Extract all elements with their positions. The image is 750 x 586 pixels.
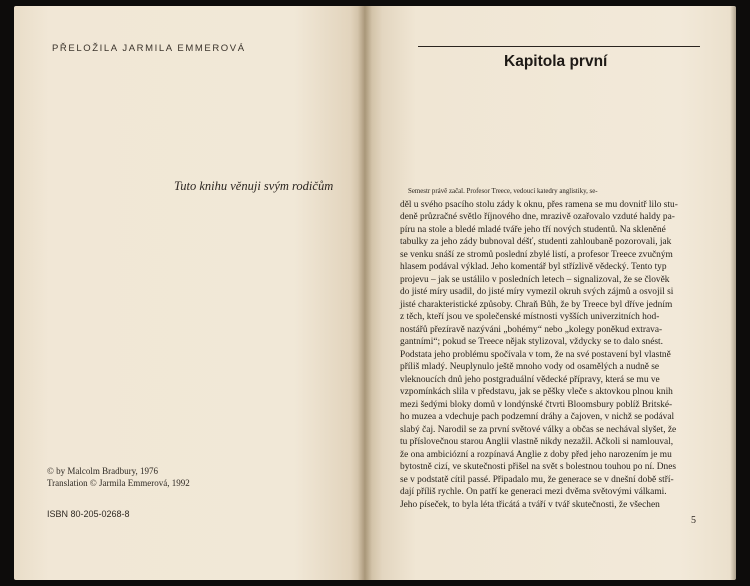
text-line: se v podstatě cítil passé. Připadalo mu, že generace se v dnešní době stří- [400,474,674,485]
text-line: příliš mladý. Neuplynulo ještě mnoho vody od osamělých a nudně se [400,362,660,372]
open-book [14,6,736,580]
text-line: že ona ambiciózní a rozpínavá Anglie z doby před jeho narozením je mu [400,449,672,460]
text-line: ho muzea a vdechuje pach podzemní dráhy a čajoven, v nichž se podával [400,412,675,422]
text-line: Semestr právě začal. Profesor Treece, vedoucí katedry anglistiky, se- [408,188,598,195]
text-line: tabulky za jeho zády bubnoval déšť, studenti zahloubaně pozorovali, jak [400,237,672,247]
text-line: se venku snáší ze stromů poslední zbylé listí, a profesor Treece zvučným [400,249,673,260]
text-line: píru na stole a bledé mladé tváře jeho tří nových studentů. Na skleněné [400,224,666,235]
text-line: bytostně cizí, ve skutečnosti přišel na svět s bolestnou touhou po ní. Dnes [400,462,677,472]
text-line: vzpomínkách slila v představu, jak se pěšky vleče s aktovkou plnou knih [400,387,673,397]
book-gutter [358,6,372,580]
copyright-line: © by Malcolm Bradbury, 1976 [47,466,158,476]
text-line: nostářů přezíravě nazýváni „bohémy“ nebo „kolegy poněkud extrava- [400,324,663,335]
copyright-notice [47,465,190,489]
page-edge [730,6,736,580]
text-line: mezi šedými bloky domů v londýnské čtvrti Bloomsbury poblíž Britské- [400,399,673,410]
text-line: dají příliš rychle. On patří ke generaci mezi dvěma světovými válkami. [400,487,667,497]
copyright-line: Translation © Jarmila Emmerová, 1992 [47,478,190,488]
text-line: do jisté míry usadil, do jisté míry vymezil okruh svých zájmů a osvojil si [400,287,674,297]
text-line: jisté charakteristické způsoby. Chraň Bůh, že by Treece byl dříve jedním [400,299,673,310]
text-line: slabý čaj. Narodil se za první světové války a občas se nechával slyšet, že [400,424,677,435]
text-line: Podstata jeho problému spočívala v tom, že na své postavení byl vlastně [400,349,671,360]
chapter-rule [418,46,700,47]
text-line: děl u svého psacího stolu zády k oknu, přes ramena se mu dovnitř lilo stu- [400,199,678,210]
chapter-title: Kapitola první [504,53,608,70]
text-line: hlasem podával výklad. Jeho komentář byl střízlivě vědecký. Tento typ [400,262,667,272]
dedication: Tuto knihu věnuji svým rodičům [174,179,334,193]
text-line: z těch, kteří jsou ve společenské místnosti vyšších univerzitních hod- [400,312,660,322]
text-line: vleknoucích dnů jeho postgraduální vědecké přípravy, která se mu ve [400,374,660,385]
text-line: deně průzračné světlo říjnového dne, mrazivě ozařovalo vzduté haldy pa- [400,212,675,222]
right-page [364,6,736,580]
text-line: tu příslovečnou starou Anglii vlastně nikdy nezažil. Ačkoli si namlouval, [400,437,674,447]
isbn: ISBN 80-205-0268-8 [47,509,130,519]
translator-credit: PŘELOŽILA JARMILA EMMEROVÁ [52,43,246,54]
text-line: Jeho píseček, to byla léta třicátá a tváří v tvář skutečnosti, že všechen [400,499,660,510]
text-line: gantními“; pokud se Treece nějak stylizoval, vždycky se to dalo snést. [400,337,663,347]
text-line: projevu – jak se ustálilo v posledních letech – signalizoval, že se člověk [400,274,670,285]
page-number: 5 [691,515,696,526]
body-text [400,186,714,511]
left-page [14,6,364,580]
